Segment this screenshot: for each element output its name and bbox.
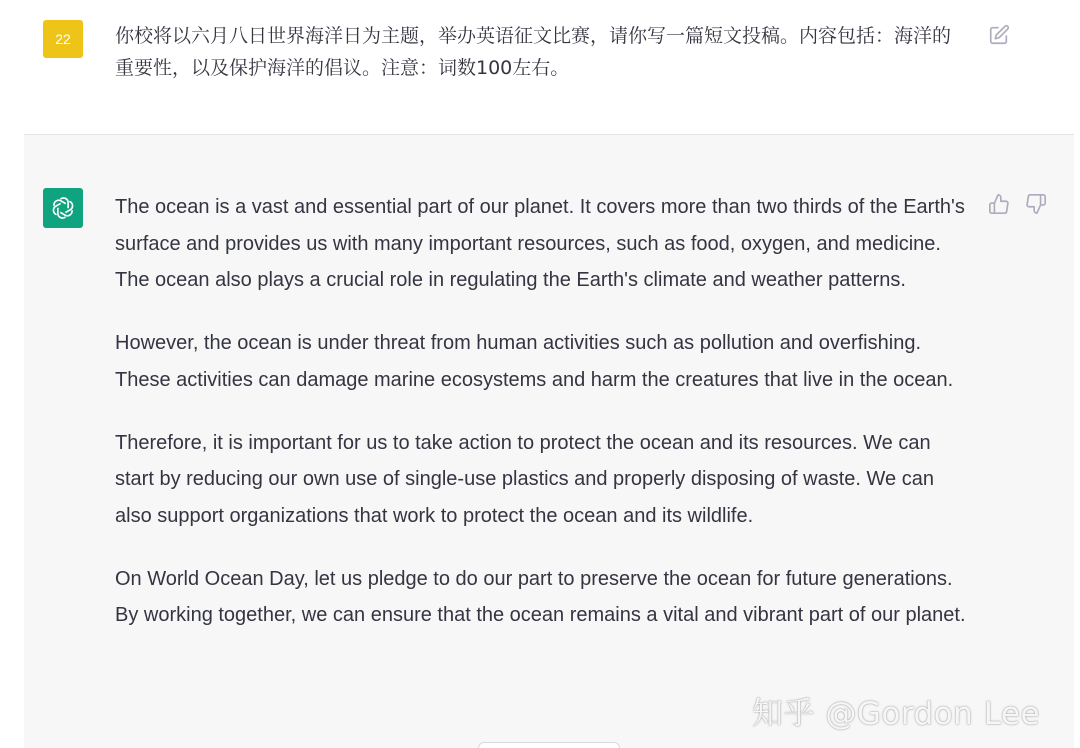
user-prompt-text: 你校将以六月八日世界海洋日为主题，举办英语征文比赛，请你写一篇短文投稿。内容包括：海洋的重要性，以及保护海洋的倡议。注意：词数100左右。 xyxy=(115,25,952,79)
regenerate-button-edge[interactable] xyxy=(478,742,620,748)
answer-paragraph: However, the ocean is under threat from human activities such as pollution and overfishing. These activities can damage marine ecosystems and harm the creatures that live in the ocean. xyxy=(115,332,954,391)
thumbs-down-icon[interactable] xyxy=(1025,193,1047,215)
thumbs-up-icon[interactable] xyxy=(988,193,1010,215)
watermark: 知乎 @Gordon Lee xyxy=(752,696,1041,732)
edit-icon[interactable] xyxy=(988,24,1010,46)
user-avatar: 22 xyxy=(43,20,83,58)
user-message xyxy=(0,0,1080,134)
assistant-answer xyxy=(115,189,975,660)
answer-paragraph: On World Ocean Day, let us pledge to do our part to preserve the ocean for future generations. By working together, we can ensure that the ocean remains a vital and vibrant part of our planet. xyxy=(115,567,966,627)
answer-paragraph: The ocean is a vast and essential part of our planet. It covers more than two thirds of the Earth's surface and provides us with many important resources, such as food, oxygen, and medicine. The ocean also plays a crucial role in regulating the Earth's climate and weather patterns. xyxy=(115,196,965,292)
answer-paragraph: Therefore, it is important for us to take action to protect the ocean and its resources. We can start by reducing our own use of single-use plastics and properly disposing of waste. We can also support organizations that work to protect the ocean and its wildlife. xyxy=(115,431,934,527)
assistant-avatar xyxy=(43,188,83,228)
openai-logo-icon xyxy=(49,194,77,222)
